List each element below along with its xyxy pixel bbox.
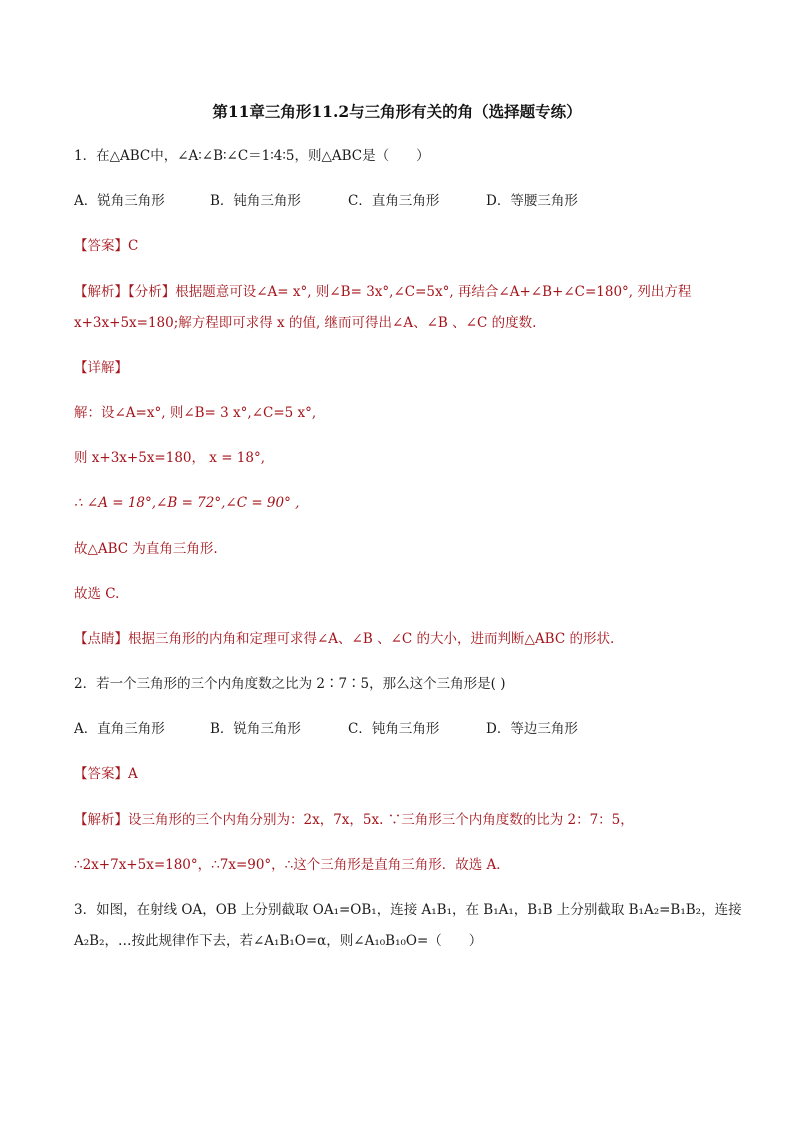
question-2-analysis-line-2: ∴2x+7x+5x=180°，∴7x=90°，∴这个三角形是直角三角形．故选 A． — [74, 857, 510, 873]
question-1-option-b: B．钝角三角形 — [210, 193, 301, 209]
question-2-option-d: D．等边三角形 — [486, 721, 578, 737]
question-3-stem-line-1: 3．如图，在射线 OA，OB 上分别截取 OA₁=OB₁，连接 A₁B₁，在 B₁A₁，B₁B 上分别截取 B₁A₂=B₁B₂，连接 — [74, 902, 742, 918]
question-1-option-a: A．锐角三角形 — [74, 193, 165, 209]
question-1-detail-line-4: 故△ABC 为直角三角形. — [74, 541, 218, 557]
page-title: 第11章三角形11.2与三角形有关的角（选择题专练） — [212, 102, 582, 121]
question-2-answer: 【答案】A — [74, 766, 138, 782]
question-1-detail-line-1: 解：设∠A=x°, 则∠B= 3 x°,∠C=5 x°, — [74, 405, 317, 421]
question-1-stem: 1．在△ABC中，∠A∶∠B∶∠C＝1∶4∶5，则△ABC是（ ） — [74, 148, 430, 164]
question-1-analysis-line-2: x+3x+5x=180;解方程即可求得 x 的值, 继而可得出∠A、∠B 、∠C 的度数. — [74, 315, 537, 331]
question-1-option-d: D．等腰三角形 — [486, 193, 578, 209]
question-1-answer: 【答案】C — [74, 238, 139, 254]
question-1-detail-line-2: 则 x+3x+5x=180， x = 18°, — [74, 450, 266, 466]
question-3-stem-line-2: A₂B₂，…按此规律作下去，若∠A₁B₁O=α，则∠A₁₀B₁₀O=（ ） — [74, 933, 483, 949]
question-1-detail-line-3: ∴ ∠A = 18°,∠B = 72°,∠C = 90° , — [74, 495, 300, 511]
question-2-option-b: B．锐角三角形 — [210, 721, 301, 737]
question-2-option-c: C．钝角三角形 — [348, 721, 440, 737]
question-2-option-a: A．直角三角形 — [74, 721, 165, 737]
question-1-detail-line-5: 故选 C. — [74, 586, 120, 602]
question-1-detail-label: 【详解】 — [74, 360, 128, 376]
question-1-analysis-line-1: 【解析】【分析】根据题意可设∠A= x°, 则∠B= 3x°,∠C=5x°, 再结合∠A+∠B+∠C=180°, 列出方程 — [74, 284, 692, 300]
question-1-comment: 【点睛】根据三角形的内角和定理可求得∠A、∠B 、∠C 的大小，进而判断△ABC 的形状. — [74, 631, 615, 647]
question-2-analysis-line-1: 【解析】设三角形的三个内角分别为：2x，7x，5x. ∵三角形三个内角度数的比为 2：7：5， — [74, 812, 634, 828]
question-2-stem: 2．若一个三角形的三个内角度数之比为 2∶7∶5，那么这个三角形是( ) — [74, 676, 506, 692]
question-1-option-c: C．直角三角形 — [348, 193, 440, 209]
